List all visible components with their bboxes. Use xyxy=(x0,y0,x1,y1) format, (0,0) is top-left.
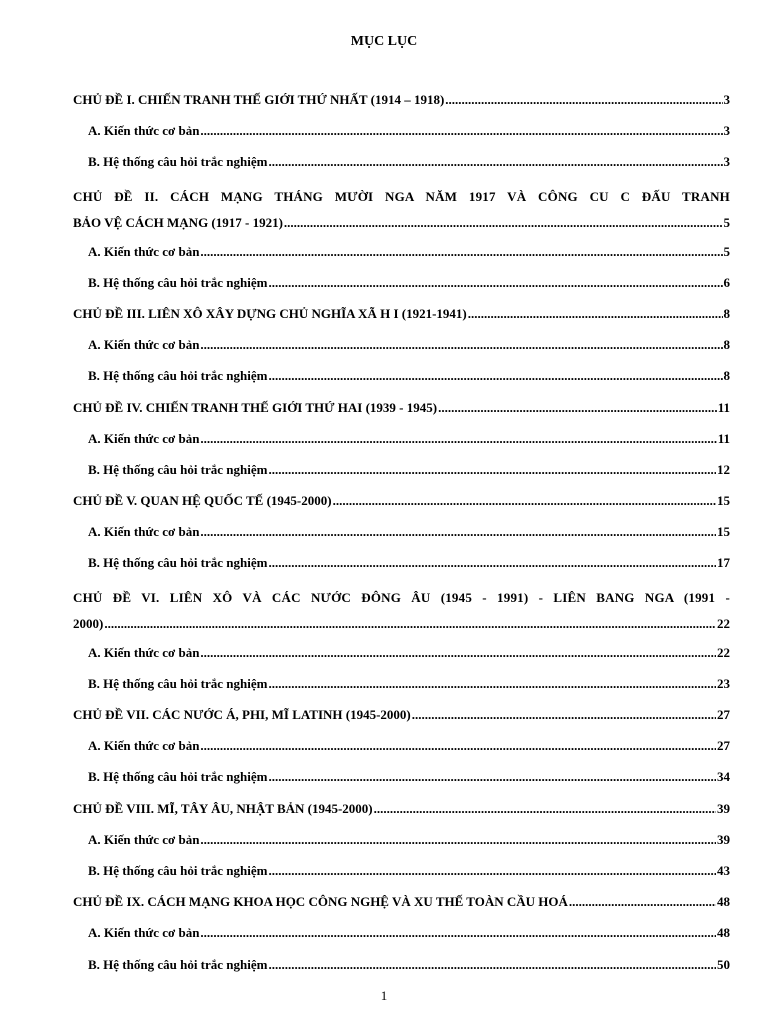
dot-leader xyxy=(200,643,716,663)
toc-entry-title: A. Kiến thức cơ bản xyxy=(88,831,200,847)
toc-entry-title: CHỦ ĐỀ I. CHIẾN TRANH THẾ GIỚI THỨ NHẤT (1914 – 1918) xyxy=(73,92,445,107)
toc-chapter-entry[interactable] xyxy=(73,398,730,429)
toc-page-number: 8 xyxy=(723,305,730,321)
toc-sub-entry[interactable] xyxy=(73,335,730,366)
toc-sub-entry[interactable] xyxy=(73,522,730,553)
toc-sub-entry[interactable] xyxy=(73,674,730,705)
dot-leader xyxy=(412,705,716,725)
toc-page-number: 23 xyxy=(717,675,730,691)
toc-chapter-entry[interactable] xyxy=(73,491,730,522)
toc-chapter-entry[interactable] xyxy=(73,892,730,923)
toc-page-number: 15 xyxy=(717,493,730,509)
toc-sub-entry[interactable] xyxy=(73,830,730,861)
toc-page-number: 48 xyxy=(717,894,730,910)
dot-leader xyxy=(104,614,716,634)
toc-entry-title: CHỦ ĐỀ VIII. MĨ, TÂY ÂU, NHẬT BẢN (1945-2000) xyxy=(73,800,373,816)
toc-sub-entry[interactable] xyxy=(73,553,730,584)
dot-leader xyxy=(445,90,722,110)
toc-sub-entry[interactable] xyxy=(73,366,730,397)
toc-entry-title: B. Hệ thống câu hỏi trắc nghiệm xyxy=(88,154,268,170)
dot-leader xyxy=(268,767,716,787)
toc-sub-entry[interactable] xyxy=(73,429,730,460)
toc-entry-title: B. Hệ thống câu hỏi trắc nghiệm xyxy=(88,555,268,571)
dot-leader xyxy=(374,799,716,819)
page-title: MỤC LỤC xyxy=(350,34,418,49)
table-of-contents xyxy=(73,90,730,986)
page-number: 1 xyxy=(380,988,388,1003)
dot-leader xyxy=(200,335,722,355)
dot-leader xyxy=(268,861,716,881)
toc-sub-entry[interactable] xyxy=(73,955,730,986)
dot-leader xyxy=(268,273,722,293)
dot-leader xyxy=(268,152,722,172)
toc-page-number: 39 xyxy=(717,831,730,847)
toc-chapter-entry[interactable] xyxy=(73,614,730,643)
toc-sub-entry[interactable] xyxy=(73,643,730,674)
toc-entry-title: B. Hệ thống câu hỏi trắc nghiệm xyxy=(88,274,268,290)
dot-leader xyxy=(200,242,722,262)
toc-page-number: 27 xyxy=(717,738,730,754)
toc-sub-entry[interactable] xyxy=(73,923,730,954)
toc-page-number: 27 xyxy=(717,707,730,722)
dot-leader xyxy=(268,460,716,480)
dot-leader xyxy=(569,892,716,912)
toc-page-number: 8 xyxy=(723,368,730,384)
toc-page-number: 5 xyxy=(723,243,730,259)
toc-sub-entry[interactable] xyxy=(73,242,730,273)
toc-entry-title: B. Hệ thống câu hỏi trắc nghiệm xyxy=(88,675,268,691)
dot-leader xyxy=(284,213,723,233)
toc-chapter-entry[interactable] xyxy=(73,213,730,242)
toc-page-number: 17 xyxy=(717,555,730,571)
toc-entry-title: A. Kiến thức cơ bản xyxy=(88,925,200,941)
dot-leader xyxy=(468,304,723,324)
dot-leader xyxy=(200,736,716,756)
toc-entry-title: B. Hệ thống câu hỏi trắc nghiệm xyxy=(88,368,268,384)
toc-entry-title: A. Kiến thức cơ bản xyxy=(88,123,200,139)
toc-entry-title: A. Kiến thức cơ bản xyxy=(88,243,200,259)
toc-page-number: 12 xyxy=(717,461,730,477)
toc-entry-title: CHỦ ĐỀ IV. CHIẾN TRANH THẾ GIỚI THỨ HAI (1939 - 1945) xyxy=(73,399,438,415)
dot-leader xyxy=(200,830,716,850)
toc-chapter-title-line1: CHỦ ĐỀ VI. LIÊN XÔ VÀ CÁC NƯỚC ĐÔNG ÂU (1945 - 1991) - LIÊN BANG NGA (1991 - xyxy=(73,589,730,605)
toc-entry-title: A. Kiến thức cơ bản xyxy=(88,430,200,446)
toc-sub-entry[interactable] xyxy=(73,460,730,491)
toc-chapter-multiline[interactable] xyxy=(73,187,730,242)
toc-entry-title: CHỦ ĐỀ IX. CÁCH MẠNG KHOA HỌC CÔNG NGHỆ VÀ XU THẾ TOÀN CẦU HOÁ xyxy=(73,894,568,910)
toc-entry-title: A. Kiến thức cơ bản xyxy=(88,524,200,540)
toc-page-number: 3 xyxy=(723,123,730,139)
toc-sub-entry[interactable] xyxy=(73,861,730,892)
toc-entry-title: B. Hệ thống câu hỏi trắc nghiệm xyxy=(88,862,268,878)
toc-sub-entry[interactable] xyxy=(73,736,730,767)
toc-entry-title: 2000) xyxy=(73,615,104,631)
toc-page-number: 50 xyxy=(717,956,730,972)
toc-entry-title: A. Kiến thức cơ bản xyxy=(88,337,200,353)
dot-leader xyxy=(200,121,722,141)
dot-leader xyxy=(200,923,716,943)
toc-sub-entry[interactable] xyxy=(73,121,730,152)
toc-page-number: 22 xyxy=(717,644,730,660)
toc-page-number: 8 xyxy=(723,337,730,353)
toc-page-number: 39 xyxy=(717,800,730,816)
toc-entry-title: CHỦ ĐỀ V. QUAN HỆ QUỐC TẾ (1945-2000) xyxy=(73,493,332,509)
toc-page-number: 34 xyxy=(717,769,730,785)
toc-page-number: 3 xyxy=(723,154,730,170)
toc-chapter-entry[interactable] xyxy=(73,90,730,121)
toc-entry-title: A. Kiến thức cơ bản xyxy=(88,738,200,754)
dot-leader xyxy=(268,955,716,975)
toc-entry-title: CHỦ ĐỀ III. LIÊN XÔ XÂY DỰNG CHỦ NGHĨA XÃ H I (1921-1941) xyxy=(73,305,467,321)
toc-page-number: 48 xyxy=(717,925,730,941)
dot-leader xyxy=(268,674,716,694)
toc-chapter-multiline[interactable] xyxy=(73,588,730,643)
toc-page-number: 3 xyxy=(723,92,730,107)
toc-page-number: 6 xyxy=(723,274,730,290)
toc-entry-title: B. Hệ thống câu hỏi trắc nghiệm xyxy=(88,461,268,477)
toc-chapter-entry[interactable] xyxy=(73,799,730,830)
toc-entry-title: B. Hệ thống câu hỏi trắc nghiệm xyxy=(88,956,268,972)
toc-page-number: 15 xyxy=(717,524,730,540)
toc-page-number: 22 xyxy=(717,615,730,631)
dot-leader xyxy=(200,429,716,449)
toc-chapter-entry[interactable] xyxy=(73,705,730,736)
toc-entry-title: CHỦ ĐỀ VII. CÁC NƯỚC Á, PHI, MĨ LATINH (1945-2000) xyxy=(73,707,411,722)
toc-sub-entry[interactable] xyxy=(73,767,730,798)
dot-leader xyxy=(333,491,716,511)
dot-leader xyxy=(268,366,722,386)
dot-leader xyxy=(200,522,716,542)
toc-page-number: 5 xyxy=(723,214,730,230)
toc-sub-entry[interactable] xyxy=(73,273,730,304)
toc-entry-title: A. Kiến thức cơ bản xyxy=(88,644,200,660)
toc-entry-title: B. Hệ thống câu hỏi trắc nghiệm xyxy=(88,769,268,785)
dot-leader xyxy=(438,398,717,418)
toc-entry-title: BẢO VỆ CÁCH MẠNG (1917 - 1921) xyxy=(73,214,283,230)
toc-chapter-title-line1: CHỦ ĐỀ II. CÁCH MẠNG THÁNG MƯỜI NGA NĂM 1917 VÀ CÔNG CU C ĐẤU TRANH xyxy=(73,188,730,204)
toc-page-number: 11 xyxy=(717,430,730,446)
toc-page-number: 43 xyxy=(717,862,730,878)
toc-page-number: 11 xyxy=(717,399,730,415)
dot-leader xyxy=(268,553,716,573)
toc-sub-entry[interactable] xyxy=(73,152,730,183)
toc-chapter-entry[interactable] xyxy=(73,304,730,335)
